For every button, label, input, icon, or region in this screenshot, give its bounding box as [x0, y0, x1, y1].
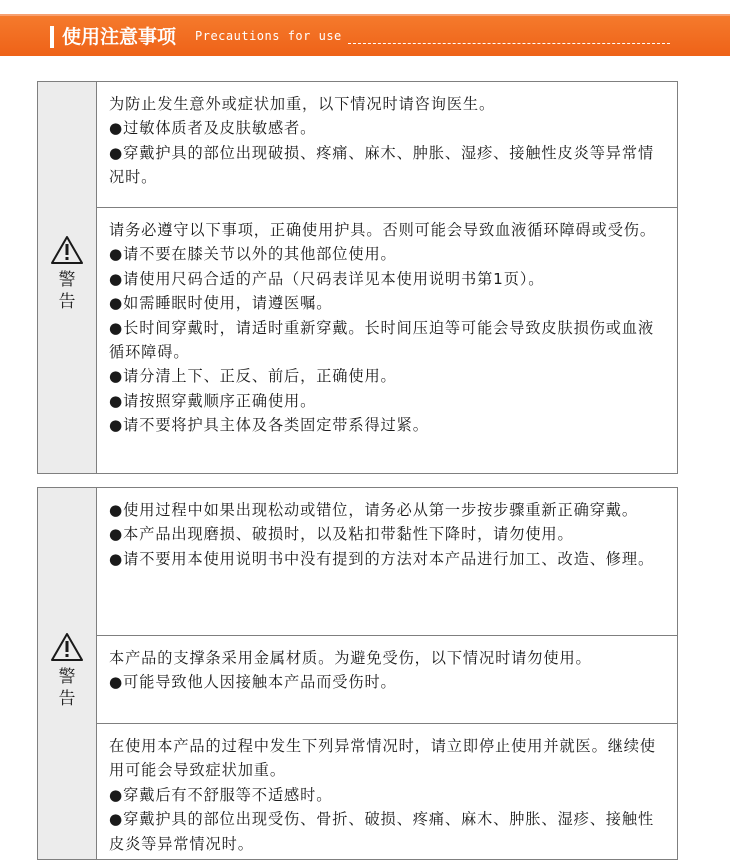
box2-section-2 — [97, 636, 677, 724]
warning-sidebar-1 — [38, 82, 97, 473]
text-line: ●请分清上下、正反、前后，正确使用。 — [109, 367, 397, 386]
text-line: ●使用过程中如果出现松动或错位，请务必从第一步按步骤重新正确穿戴。 — [109, 501, 638, 519]
header-accent-bar — [50, 26, 54, 48]
text-line: ●请不要用本使用说明书中没有提到的方法对本产品进行加工、改造、修理。 — [109, 549, 655, 568]
header-subtitle: Precautions for use — [195, 29, 342, 43]
box2-section-1 — [97, 488, 677, 636]
text-line: ●穿戴护具的部位出现受伤、骨折、破损、疼痛、麻木、肿胀、湿疹、接触性皮炎等异常情况时。 — [109, 810, 655, 853]
header-dashed-line — [348, 43, 670, 44]
text-line: 在使用本产品的过程中发生下列异常情况时，请立即停止使用并就医。继续使用可能会导致症状加重。 — [109, 737, 656, 780]
warning-sidebar-2 — [38, 488, 97, 859]
box1-section-2 — [97, 208, 677, 474]
text-line: ●本产品出现磨损、破损时，以及粘扣带黏性下降时，请勿使用。 — [109, 525, 574, 544]
warning-triangle-icon — [50, 632, 84, 662]
text-line: 本产品的支撑条采用金属材质。为避免受伤，以下情况时请勿使用。 — [109, 649, 592, 667]
text-line: ●穿戴后有不舒服等不适感时。 — [109, 785, 333, 804]
text-line: ●长时间穿戴时，请适时重新穿戴。长时间压迫等可能会导致皮肤损伤或血液循环障碍。 — [109, 318, 655, 362]
warning-badge-2 — [38, 632, 96, 710]
text-line: ●请不要在膝关节以外的其他部位使用。 — [109, 245, 397, 264]
text-line: ●如需睡眠时使用，请遵医嘱。 — [109, 294, 333, 313]
box2-section-3 — [97, 724, 677, 860]
text-line: ●穿戴护具的部位出现破损、疼痛、麻木、肿胀、湿疹、接触性皮炎等异常情况时。 — [109, 143, 655, 187]
text-line: ●过敏体质者及皮肤敏感者。 — [109, 119, 317, 138]
section-header — [0, 14, 730, 56]
text-line: ●请使用尺码合适的产品（尺码表详见本使用说明书第1页）。 — [109, 269, 545, 288]
header-title: 使用注意事项 — [62, 26, 177, 48]
warning-label: 警告 — [58, 667, 76, 709]
text-line: 请务必遵守以下事项，正确使用护具。否则可能会导致血液循环障碍或受伤。 — [109, 221, 656, 239]
warning-box-2 — [37, 487, 678, 860]
warning-badge-1 — [38, 235, 96, 313]
text-line: ●请不要将护具主体及各类固定带系得过紧。 — [109, 416, 429, 435]
text-line: ●请按照穿戴顺序正确使用。 — [109, 391, 317, 410]
text-line: 为防止发生意外或症状加重，以下情况时请咨询医生。 — [109, 95, 496, 113]
warning-box-1 — [37, 81, 678, 474]
text-line: ●可能导致他人因接触本产品而受伤时。 — [109, 673, 397, 692]
warning-label: 警告 — [58, 270, 76, 312]
warning-triangle-icon — [50, 235, 84, 265]
box1-section-1 — [97, 82, 677, 208]
